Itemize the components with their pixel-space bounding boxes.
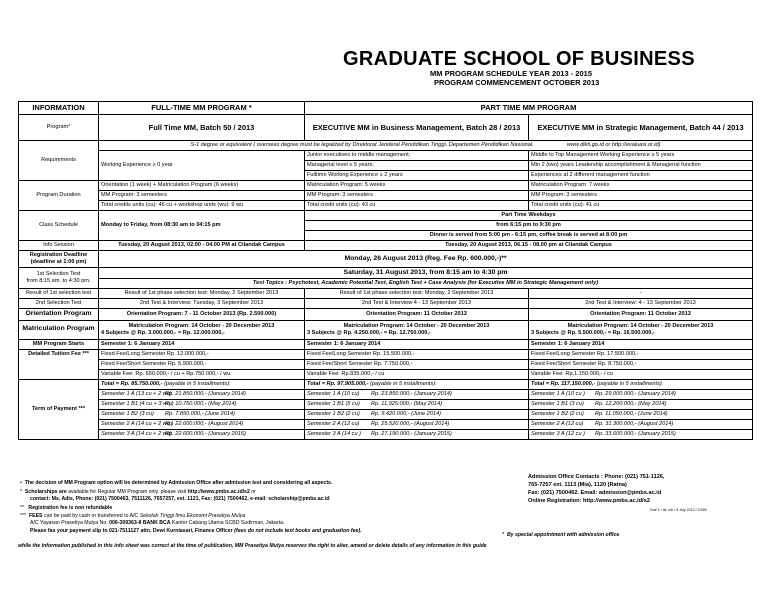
requirement-line: Junior executives to middle management;	[307, 151, 411, 158]
admission-contacts	[528, 473, 664, 505]
installment-row	[305, 399, 528, 409]
disclaimer: while the information published in this info sheet was correct at the time of publication, MM Prasetiya Mulya reserves the right to alter, amend or delete details of any information in this guide	[18, 543, 487, 549]
row-label-selection-test	[19, 267, 99, 288]
selection-test-topics: Test Topics : Psychotest, Academic Potential Test, English Test + Case Analysis (for Executive MM in Strategic Management only)	[99, 278, 752, 288]
matriculation-fee: 3 Subjects @ Rp. 5.500.000,- = Rp. 16.500.000,-	[531, 329, 655, 336]
row-label-requirements: Requirements	[19, 141, 99, 181]
payment-total-note: (payable in 5 installments):	[164, 380, 231, 387]
page-title: GRADUATE SCHOOL OF BUSINESS	[343, 48, 695, 70]
installment-row	[529, 399, 752, 409]
footnote-mark: **	[20, 505, 25, 511]
installment-term: Semester 1 B1 (5 cu)	[307, 400, 360, 407]
footnote-text: available for Regular MM Program only. please visit	[68, 489, 187, 495]
installment-row	[99, 429, 304, 439]
installment-amount: Rp. 21.850.000,- (January 2014)	[165, 390, 246, 397]
bullet-mark: •	[20, 480, 22, 486]
payment-total-amount: Total = Rp. 117.150.000,-	[531, 380, 596, 387]
installment-amount: Rp. 29.000.000,- (January 2014)	[595, 390, 676, 397]
footnote-text: By special appointment with admission office	[506, 532, 620, 538]
table-row-duration	[19, 180, 753, 210]
installment-term: Semester 3 A (14 cu )	[307, 430, 361, 437]
table-row-matriculation	[19, 320, 753, 339]
matriculation-dates: Matriculation Program: 14 October - 20 December 2013	[128, 322, 275, 329]
admission-line: Admission Office Contacts : Phone: (021) 751-1126,	[528, 474, 665, 480]
tuition-parttime-strategic	[529, 349, 753, 379]
duration-line: Total credit units (cu): 43 cu	[305, 200, 528, 210]
matriculation-fee: 3 Subjects @ Rp. 4.250.000,- = Rp. 12.750.000,-	[307, 329, 431, 336]
installment-term: Semester 3 A (12 cu )	[531, 430, 585, 437]
duration-line: Matriculation Program: 5 weeks	[307, 181, 386, 188]
installment-term: Semester 1 A (13 cu + 2 wu)	[101, 390, 172, 397]
info-session-fulltime: Tuesday, 20 August 2013, 02.00 - 04.00 PM at Cilandak Campus	[99, 240, 305, 250]
row-label-orientation: Orientation Program	[19, 309, 99, 320]
installment-row	[305, 429, 528, 439]
installment-term: Semester 1 B2 (2 cu)	[531, 410, 584, 417]
payment-total-note: (payable in 5 installments):	[596, 380, 664, 387]
program-parttime-business: EXECUTIVE MM in Business Management, Batch 28 / 2013	[305, 115, 529, 141]
tuition-line: Variable Fee: Rp.1.150.000,- / cu	[529, 369, 752, 379]
duration-line: Total credit units (cu): 41 cu	[529, 200, 752, 210]
footnote-text: Kantor Cabang Utama SCBD Sudirman, Jakarta.	[171, 520, 285, 526]
result-line: Result of 1st phase selection test: Monday, 2 September 2013	[124, 290, 279, 297]
matriculation-fulltime	[99, 320, 305, 339]
table-header-row	[19, 102, 753, 115]
installment-amount: Rp. 11.050.000,- (June 2014)	[595, 410, 668, 417]
table-row-selection-test	[19, 267, 753, 288]
installment-amount: Rp. 9.420.000,- (June 2014)	[371, 410, 441, 417]
footnote-mark: *	[20, 489, 23, 495]
installment-row	[99, 409, 304, 419]
matriculation-parttime-business	[305, 320, 529, 339]
installment-amount: Rp. 31.300.000,- (August 2014)	[595, 420, 674, 427]
program-parttime-strategic: EXECUTIVE MM in Strategic Management, Batch 44 / 2013	[529, 115, 753, 141]
admission-line: 765-7257 ext. 1113 (Mia), 1120 (Ratna)	[528, 482, 627, 489]
requirements-parttime-strategic	[529, 150, 753, 180]
payment-total	[529, 380, 752, 389]
duration-line: Matriculation Program: 7 weeks	[531, 181, 610, 188]
installment-term: Semester 2 A (12 cu)	[307, 420, 360, 427]
installment-amount: Rp. 33.600.000,- (January 2015)	[595, 430, 676, 437]
installment-row	[305, 409, 528, 419]
requirement-line: Experiences at 2 different management function	[529, 170, 752, 180]
footnote-scholarship	[20, 489, 256, 496]
payment-parttime-strategic	[529, 379, 753, 439]
tuition-line: Fixed Fee/Short Semester Rp. 7.750.000,-	[305, 359, 528, 369]
schedule-line: from 6:15 pm to 9:30 pm	[305, 220, 752, 230]
result-line: 2nd Test & Interview 4 - 13 September 2013	[305, 298, 528, 308]
starts-fulltime: Semester 1: 6 January 2014	[99, 339, 305, 349]
requirements-parttime-business	[305, 150, 529, 180]
payment-fulltime	[99, 379, 305, 439]
duration-line: Orientation (1 week) + Matriculation Program (6 weeks)	[101, 181, 239, 188]
scholarship-email-link[interactable]: scholarship@pmbs.ac.id	[268, 496, 330, 502]
duration-parttime-strategic	[529, 180, 753, 210]
footnote-fees	[20, 513, 245, 520]
footnote-decision	[20, 480, 332, 487]
row-label-payment: Term of Payment ***	[19, 379, 99, 439]
schedule-parttime	[305, 210, 753, 240]
row-label-info-session: Info Session	[19, 240, 99, 250]
installment-amount: Rp. 27.190.000,- (January 2015)	[371, 430, 452, 437]
row-label-results	[19, 289, 99, 309]
matriculation-fee: 4 Subjects @ Rp. 3.000.000,- = Rp. 12.000.000,-	[101, 329, 225, 336]
installment-amount: Rp. 10.750.000,- (May 2014)	[165, 400, 237, 407]
orientation-fulltime: Orientation Program: 7 - 11 October 2013 (Rp. 2.500.000)	[99, 309, 305, 320]
schedule-table	[18, 101, 753, 440]
row-label-tuition: Detailed Tuition Fee ***	[19, 349, 99, 379]
matriculation-parttime-strategic	[529, 320, 753, 339]
payment-total-note: (payable in 5 installments):	[370, 380, 437, 387]
row-label-program: Program°	[19, 115, 99, 141]
installment-amount: Rp. 7.850.000,- (June 2014)	[165, 410, 235, 417]
footnote-text: The decision of MM Program option will be determined by Admission Office after admission test and considering all aspects.	[24, 480, 333, 486]
results-parttime-strategic	[529, 289, 753, 309]
footnote-scholarship-contact	[30, 496, 330, 503]
installment-row	[99, 399, 304, 409]
selection-test-date: Saturday, 31 August 2013, from 8:15 am to 4:30 pm	[343, 268, 508, 276]
installment-term: Semester 2 A (14 cu + 2 wu )	[101, 420, 174, 427]
duration-line: Total credits units (cu): 46 cu + workshop units (wu): 9 wu	[99, 200, 304, 210]
installment-row	[529, 419, 752, 429]
footnote-mark: °	[502, 532, 505, 538]
table-row-deadline	[19, 250, 753, 267]
installment-amount: Rp. 23.850.000,- (January 2014)	[371, 390, 452, 397]
row-label-duration: Program Duration	[19, 180, 99, 210]
payment-parttime-business	[305, 379, 529, 439]
table-row-requirements-common	[19, 141, 753, 151]
results-parttime-business	[305, 289, 529, 309]
installment-row	[529, 409, 752, 419]
footnote-text: FEES	[28, 513, 43, 519]
special-appointment-note	[502, 532, 619, 538]
footnote-mark: ***	[20, 513, 27, 519]
table-row-results	[19, 289, 753, 309]
tuition-line: Variable Fee: Rp.835.000,- / cu	[305, 369, 528, 379]
row-label-matriculation: Matriculation Program	[19, 320, 99, 339]
installment-amount: Rp. 25.520.000,- (August 2014)	[371, 420, 450, 427]
footnote-text: Registration fee is non refundable	[28, 505, 113, 511]
schedule-line: Part Time Weekdays	[501, 211, 556, 218]
installment-row	[529, 429, 752, 439]
result-label: Result of 1st selection test	[25, 290, 92, 297]
result-line: 2nd Test & Interview: Tuesday, 3 September 2013	[99, 298, 304, 308]
result-line: 2nd Test & Interview: 4 - 13 September 2013	[529, 298, 752, 308]
tuition-line: Fixed Fee/Long Semester Rp. 12.000.000,-	[101, 350, 209, 357]
requirements-fulltime: Working Experience ≥ 0 year	[99, 150, 305, 180]
table-row-program	[19, 115, 753, 141]
orientation-parttime-strategic: Orientation Program: 11 October 2013	[529, 309, 753, 320]
installment-row	[305, 419, 528, 429]
footnote-text: Sekolah Tinggi Ilmu Ekonomi Prasetiya Mulya	[139, 513, 246, 519]
requirement-line: Fulltime Working Experience ≥ 2 years	[305, 170, 528, 180]
installment-amount: Rp. 22.600.000,- (August 2014)	[165, 420, 244, 427]
requirements-common-url: www.dikti.go.id or http://evaluasi.or.id)	[566, 142, 661, 148]
results-fulltime	[99, 289, 305, 309]
table-row-requirements	[19, 150, 753, 180]
table-row-info-session	[19, 240, 753, 250]
footnote-text: Please fax your payment slip to 021-7511127 attn. Dewi Kurniasari, Finance Officer	[30, 528, 233, 534]
info-session-parttime: Tuesday, 20 August 2013, 06.15 - 08.00 pm at Cilandak Campus	[305, 240, 753, 250]
admission-line: Fax: (021) 7500462. Email: admission@pmbs.ac.id	[528, 490, 662, 497]
table-row-orientation	[19, 309, 753, 320]
page-subtitle-commencement: PROGRAM COMMENCEMENT OCTOBER 2013	[434, 78, 600, 87]
payment-total	[99, 380, 304, 389]
page-header	[0, 0, 768, 100]
payment-total-amount: Total = Rp. 97.905.000,-	[307, 380, 369, 387]
orientation-parttime-business: Orientation Program: 11 October 2013	[305, 309, 529, 320]
requirement-line: Middle to Top Management Working Experience ≥ 5 years	[531, 151, 675, 158]
schedule-fulltime: Monday to Friday, from 08:30 am to 04:15 pm	[99, 210, 305, 240]
footnote-text: or	[251, 489, 256, 495]
duration-fulltime	[99, 180, 305, 210]
footnote-text: contact: Ms. Adis, Phone: (021) 7500463, 7511126, 7657257, ext. 1121, Fax: (021) 7500462, e-mail:	[30, 496, 267, 502]
starts-parttime-business: Semester 1: 6 January 2014	[305, 339, 529, 349]
payment-total	[305, 380, 528, 389]
installment-row	[529, 389, 752, 399]
installment-term: Semester 1 B2 (2 cu)	[307, 410, 360, 417]
installment-term: Semester 3 A (14 cu + 2 wu)	[101, 430, 172, 437]
installment-term: Semester 1 A (10 cu)	[307, 390, 360, 397]
second-test-label: 2nd Selection Test	[19, 298, 98, 308]
registration-deadline: Monday, 26 August 2013 (Reg. Fee Rp. 600.000,-)**	[99, 250, 753, 267]
payment-total-amount: Total = Rp. 85.750.000,-	[101, 380, 163, 387]
installment-term: Semester 1 B1 (4 cu + 3 wu )	[101, 400, 174, 407]
installment-amount: Rp. 12.200.000,- (May 2014)	[595, 400, 667, 407]
tuition-line: Variable Fee: Rp. 650.000,- / cu + Rp.750.000,- / wu	[99, 369, 304, 379]
table-row-schedule	[19, 210, 753, 240]
selection-test-label: 1st Selection Test	[36, 271, 81, 278]
admission-line: Online Registration: http://www.pmbs.ac.id/s2	[528, 498, 650, 505]
row-label-schedule: Class Schedule	[19, 210, 99, 240]
tuition-fulltime	[99, 349, 305, 379]
matriculation-dates: Matriculation Program: 14 October - 20 December 2013	[567, 322, 714, 329]
duration-line: MM Program: 3 semesters	[529, 190, 752, 200]
footnote-text: 006-309363-8 BANK BCA	[109, 520, 171, 526]
tuition-parttime-business	[305, 349, 529, 379]
requirements-common-text: S-1 degree or equivalent ( overseas degree must be legalized by Direktorat Jenderal Pendidikan Tinggi, Departemen Pendidikan Nasional.	[190, 142, 534, 148]
installment-term: Semester 1 B1 (3 cu)	[531, 400, 584, 407]
selection-test-details	[99, 267, 753, 288]
installment-term: Semester 1 A (10 cu )	[531, 390, 585, 397]
result-line: Result of 1st phase selection test: Monday, 2 September 2013	[339, 290, 494, 297]
table-row-tuition	[19, 349, 753, 379]
starts-parttime-strategic: Semester 1: 6 January 2014	[529, 339, 753, 349]
footnote-fax-slip	[30, 528, 362, 535]
installment-row	[305, 389, 528, 399]
page-subtitle-schedule: MM PROGRAM SCHEDULE YEAR 2013 - 2015	[430, 69, 592, 78]
duration-line: MM Program: 3 semesters	[305, 190, 528, 200]
footnote-registration	[20, 505, 112, 512]
tuition-line: Fixed Fee/Long Semester Rp. 17.500.000,-	[531, 350, 639, 357]
requirement-line: Min 2 (two) years Leadership accomplishment & Managerial function	[529, 160, 752, 170]
duration-parttime-business	[305, 180, 529, 210]
table-row-program-starts	[19, 339, 753, 349]
tuition-line: Fixed Fee/Short Semester Rp. 5.900.000,-	[99, 359, 304, 369]
table-row-payment	[19, 379, 753, 439]
installment-term: Semester 1 B2 (3 cu)	[101, 410, 154, 417]
tuition-line: Fixed Fee/Short Semester Rp. 8.750.000,-	[529, 359, 752, 369]
footnote-bank	[30, 520, 284, 527]
duration-line: MM Program: 3 semesters	[99, 190, 304, 200]
installment-row	[99, 389, 304, 399]
requirements-common	[99, 141, 753, 151]
selection-test-time: from 8:15 am. to 4:30 pm.	[26, 278, 91, 285]
footnote-text: (fees do not include text books and graduation fee).	[234, 528, 362, 534]
result-line: -	[639, 290, 642, 297]
footnote-text: A/C Yayasan Prasetiya Mulya No.	[30, 520, 108, 526]
requirement-line: Managerial level ≤ 5 years;	[305, 160, 528, 170]
installment-term: Semester 2 A (12 cu)	[531, 420, 584, 427]
installment-amount: Rp. 11.925.000,- (May 2014)	[371, 400, 443, 407]
matriculation-dates: Matriculation Program: 14 October - 20 December 2013	[343, 322, 490, 329]
col-header-fulltime: FULL-TIME MM PROGRAM *	[99, 102, 305, 115]
schedule-line: Dinner is served from 5:00 pm - 6:15 pm, coffee break is served at 8:00 pm	[305, 230, 752, 240]
footnote-text: can be paid by cash or transferred to A/C	[43, 513, 139, 519]
program-fulltime: Full Time MM, Batch 50 / 2013	[99, 115, 305, 141]
document-code: Dok°1 / ist. mk / 5 July 2013 / CS89	[650, 508, 707, 512]
footnote-text: Scholarships are	[24, 489, 67, 495]
installment-row	[99, 419, 304, 429]
tuition-line: Fixed Fee/Long Semester Rp. 15.500.000,-	[307, 350, 415, 357]
scholarship-link[interactable]: http://www.pmbs.ac.id/s2	[187, 489, 250, 495]
row-label-program-starts: MM Program Starts	[19, 339, 99, 349]
col-header-information: INFORMATION	[19, 102, 99, 115]
col-header-parttime: PART TIME MM PROGRAM	[305, 102, 753, 115]
row-label-deadline: Registration Deadline (deadline at 1:00 pm)	[19, 250, 99, 267]
installment-amount: Rp. 22.600.000,- (January 2015)	[165, 430, 246, 437]
